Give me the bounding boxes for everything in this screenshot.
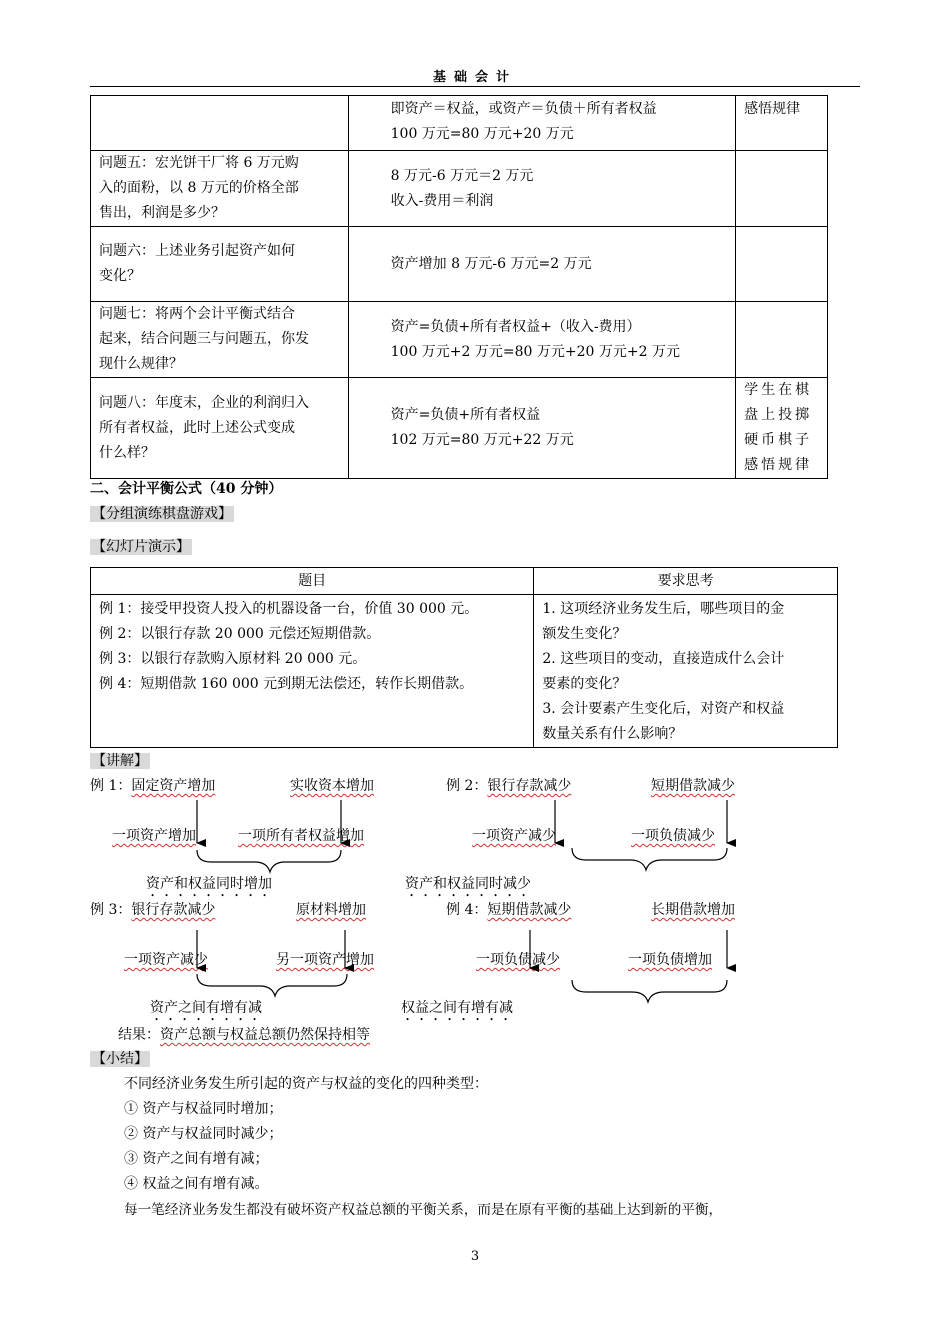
group-game-tag: 【分组演练棋盘游戏】 [92, 506, 232, 522]
ex3-result: 资产之间有增有减 [150, 1000, 262, 1016]
brace-icon [572, 848, 727, 870]
ex4-result: 权益之间有增有减 [401, 1000, 513, 1016]
brace-icon [197, 974, 347, 996]
ex3-top-right: 原材料增加 [296, 902, 366, 918]
cell-line: 问题六：上述业务引起资产如何 [99, 243, 295, 259]
cell-line: 问题五：宏光饼干厂将 6 万元购 [99, 155, 299, 171]
thought-line: 2. 这些项目的变动，直接造成什么会计 [542, 651, 785, 667]
ex2-top: 例 2：银行存款减少 [446, 778, 572, 794]
ex4-right-label: 一项负债增加 [628, 952, 712, 968]
cell-line: 什么样？ [99, 444, 155, 461]
summary-closing: 每一笔经济业务发生都没有破坏资产权益总额的平衡关系，而是在原有平衡的基础上达到新的平衡， [124, 1202, 723, 1218]
cell-line: 即资产＝权益，或资产＝负债＋所有者权益 [390, 101, 657, 117]
cell-line: 变化？ [99, 268, 141, 284]
example-3: 例 3：以银行存款购入原材料 20 000 元。 [99, 651, 367, 667]
cell-line: 起来，结合问题三与问题五，你发 [99, 331, 309, 347]
ex3-left-label: 一项资产减少 [124, 952, 208, 968]
example-2: 例 2：以银行存款 20 000 元偿还短期借款。 [99, 626, 381, 642]
explain-tag: 【讲解】 [92, 753, 148, 769]
thought-line: 额发生变化？ [542, 626, 627, 642]
ex1-result: 资产和权益同时增加 [146, 876, 272, 892]
summary-intro: 不同经济业务发生所引起的资产与权益的变化的四种类型： [124, 1076, 488, 1092]
cell-line: 资产=负债+所有者权益+（收入-费用） [390, 318, 641, 335]
cell-line: 100 万元=80 万元+20 万元 [390, 126, 574, 142]
header-thinking: 要求思考 [534, 568, 838, 595]
summary-item-4: ④ 权益之间有增有减。 [124, 1176, 269, 1192]
conclusion: 结果：资产总额与权益总额仍然保持相等 [118, 1027, 370, 1043]
ex4-top: 例 4：短期借款减少 [446, 902, 572, 918]
summary-tag: 【小结】 [92, 1051, 148, 1067]
cell-line: 问题八：年度末，企业的利润归入 [99, 394, 309, 411]
section-heading: 二、会计平衡公式（40 分钟） [90, 481, 283, 497]
brace-icon [572, 980, 727, 1002]
cell-line: 收入-费用＝利润 [390, 192, 494, 209]
cell-line: 资产增加 8 万元-6 万元=2 万元 [390, 255, 592, 272]
slides-tag: 【幻灯片演示】 [92, 539, 190, 555]
summary-item-3: ③ 资产之间有增有减； [124, 1151, 269, 1167]
cell-line: 资产=负债+所有者权益 [390, 407, 541, 423]
ex2-left-label: 一项资产减少 [472, 828, 556, 844]
cell-line: 感悟规律 [744, 457, 813, 473]
cell-line: 102 万元=80 万元+22 万元 [390, 432, 574, 448]
cell-line: 硬币棋子 [744, 432, 813, 448]
ex2-top-right: 短期借款减少 [651, 778, 735, 794]
brace-icon [197, 850, 341, 872]
ex2-result: 资产和权益同时减少 [405, 876, 531, 892]
ex1-top-right: 实收资本增加 [290, 778, 374, 794]
ex1-right-label: 一项所有者权益增加 [238, 828, 364, 844]
ex3-top: 例 3：银行存款减少 [90, 902, 216, 918]
cell-line: 盘上投掷 [744, 407, 813, 423]
thought-line: 数量关系有什么影响？ [542, 726, 683, 742]
ex4-left-label: 一项负债减少 [476, 952, 560, 968]
ex1-top: 例 1：固定资产增加 [90, 778, 216, 794]
summary-item-1: ① 资产与权益同时增加； [124, 1101, 283, 1117]
ex3-right-label: 另一项资产增加 [276, 952, 374, 968]
cell-line: 入的面粉，以 8 万元的价格全部 [99, 180, 299, 196]
cell-line: 感悟规律 [744, 101, 801, 117]
ex2-right-label: 一项负债减少 [631, 828, 715, 844]
running-header: 基础会计 [432, 70, 517, 85]
cell-line: 100 万元+2 万元=80 万元+20 万元+2 万元 [390, 343, 680, 360]
thought-line: 1. 这项经济业务发生后，哪些项目的金 [542, 601, 785, 617]
cell-line: 问题七：将两个会计平衡式结合 [99, 306, 295, 322]
thought-line: 要素的变化？ [542, 676, 627, 692]
cell-line: 售出，利润是多少？ [99, 205, 225, 221]
cell-line: 所有者权益，此时上述公式变成 [99, 419, 295, 436]
example-4: 例 4：短期借款 160 000 元到期无法偿还，转作长期借款。 [99, 676, 474, 692]
summary-item-2: ② 资产与权益同时减少； [124, 1126, 283, 1142]
ex1-left-label: 一项资产增加 [112, 828, 196, 844]
page-number: 3 [470, 1249, 480, 1264]
thought-line: 3. 会计要素产生变化后，对资产和权益 [542, 701, 785, 717]
header-topic: 题目 [91, 568, 534, 595]
ex4-top-right: 长期借款增加 [651, 902, 735, 918]
cell-line: 学生在棋 [744, 382, 813, 398]
cell-line: 8 万元-6 万元＝2 万元 [390, 167, 534, 184]
example-1: 例 1：接受甲投资人投入的机器设备一台，价值 30 000 元。 [99, 601, 479, 617]
cell-line: 现什么规律？ [99, 356, 183, 372]
